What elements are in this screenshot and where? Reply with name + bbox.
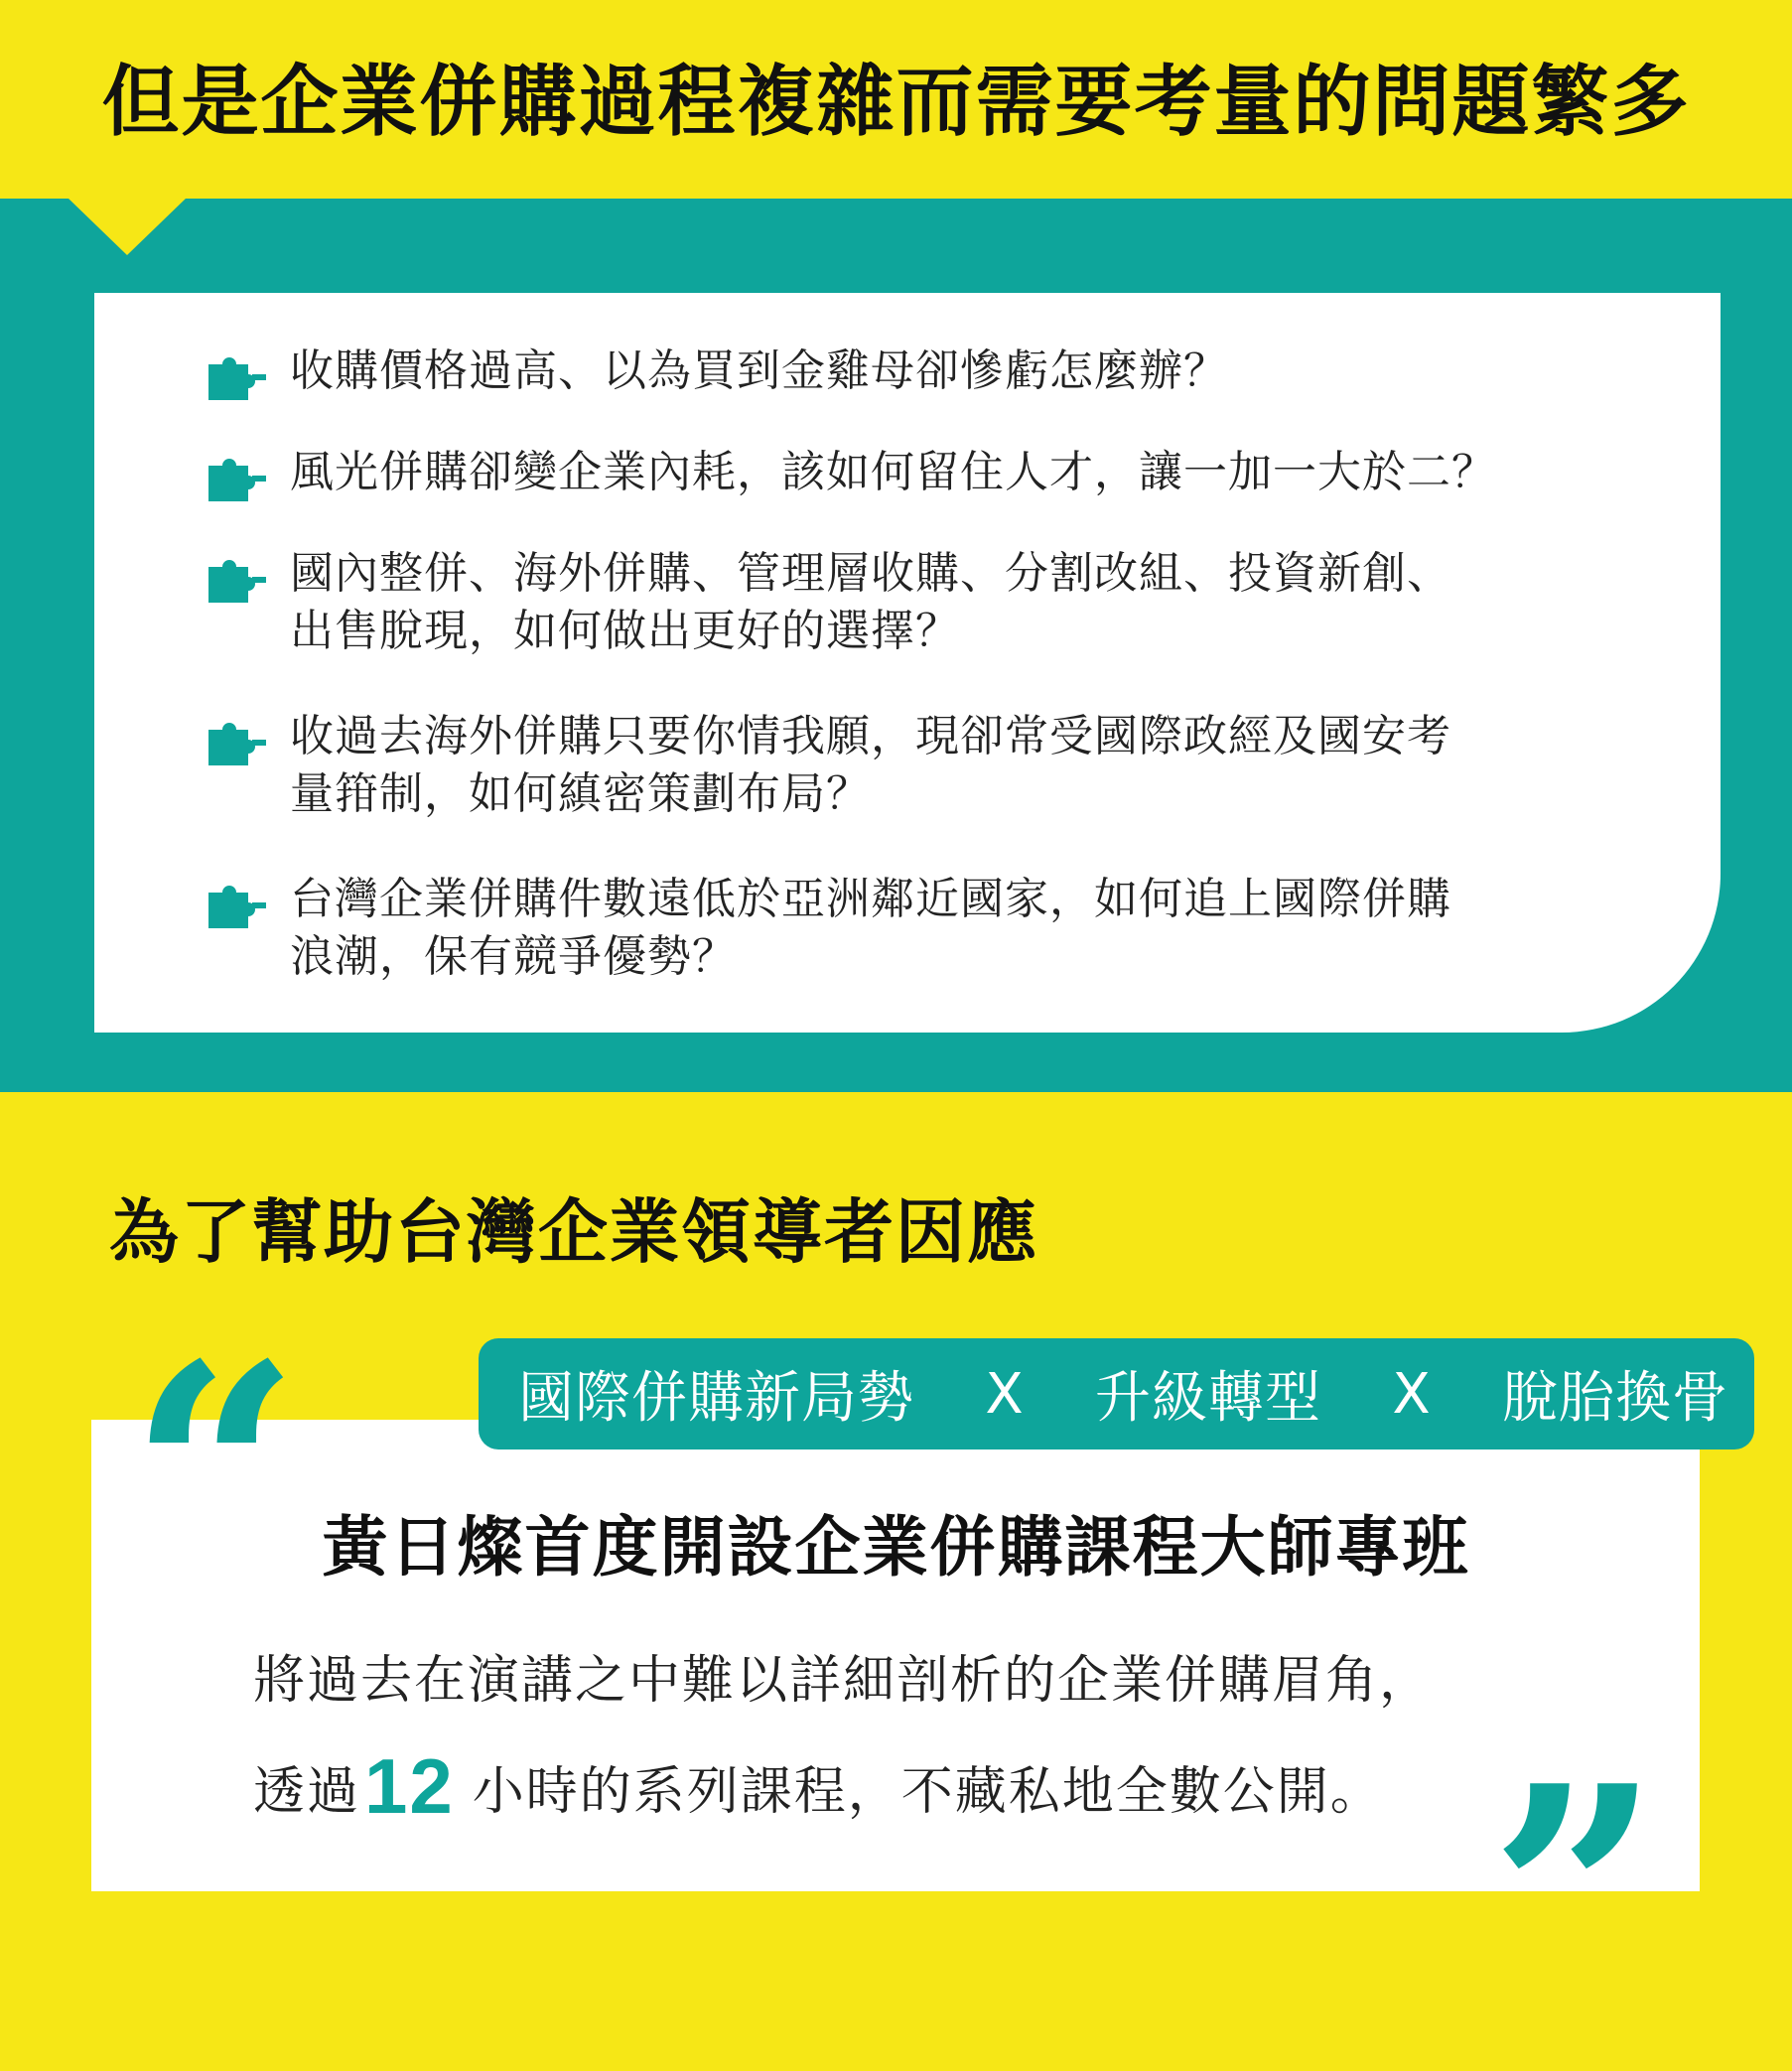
puzzle-piece-icon bbox=[208, 350, 266, 400]
band-notch bbox=[68, 198, 187, 255]
theme-separator: X bbox=[985, 1361, 1025, 1427]
question-text: 收購價格過高、以為買到金雞母卻慘虧怎麼辦？ bbox=[290, 345, 1228, 396]
puzzle-piece-icon bbox=[208, 716, 266, 765]
theme-item: 升級轉型 bbox=[1095, 1366, 1321, 1431]
theme-separator: X bbox=[1392, 1361, 1432, 1427]
course-description-line: 透過12 小時的系列課程，不藏私地全數公開。 bbox=[253, 1742, 1384, 1830]
question-item bbox=[208, 871, 1618, 986]
theme-item: 脫胎換骨 bbox=[1502, 1366, 1728, 1431]
question-item bbox=[208, 444, 1618, 501]
hours-number: 12 bbox=[364, 1742, 455, 1830]
puzzle-piece-icon bbox=[208, 879, 266, 928]
question-item bbox=[208, 708, 1618, 823]
puzzle-piece-icon bbox=[208, 452, 266, 501]
question-item bbox=[208, 545, 1618, 660]
course-description-line: 將過去在演講之中難以詳細剖析的企業併購眉角， bbox=[253, 1651, 1434, 1711]
open-quote-mark: “ bbox=[129, 1299, 301, 1649]
theme-item: 國際併購新局勢 bbox=[518, 1366, 914, 1431]
questions-card bbox=[94, 293, 1721, 1033]
question-text: 台灣企業併購件數遠低於亞洲鄰近國家，如何追上國際併購 浪潮，保有競爭優勢？ bbox=[290, 874, 1451, 982]
question-text: 收過去海外併購只要你情我願，現卻常受國際政經及國安考 量箝制，如何縝密策劃布局？ bbox=[290, 711, 1451, 819]
close-quote-mark: ” bbox=[1489, 1721, 1661, 2071]
theme-pill bbox=[479, 1338, 1754, 1450]
page-title: 但是企業併購過程複雜而需要考量的問題繁多 bbox=[101, 58, 1691, 147]
course-title: 黃日燦首度開設企業併購課程大師專班 bbox=[322, 1509, 1470, 1586]
question-item bbox=[208, 343, 1618, 400]
puzzle-piece-icon bbox=[208, 553, 266, 603]
question-text: 國內整併、海外併購、管理層收購、分割改組、投資新創、 出售脫現，如何做出更好的選擇？ bbox=[290, 548, 1451, 656]
section-subtitle: 為了幫助台灣企業領導者因應 bbox=[109, 1191, 1038, 1273]
question-text: 風光併購卻變企業內耗，該如何留住人才，讓一加一大於二？ bbox=[290, 447, 1496, 497]
